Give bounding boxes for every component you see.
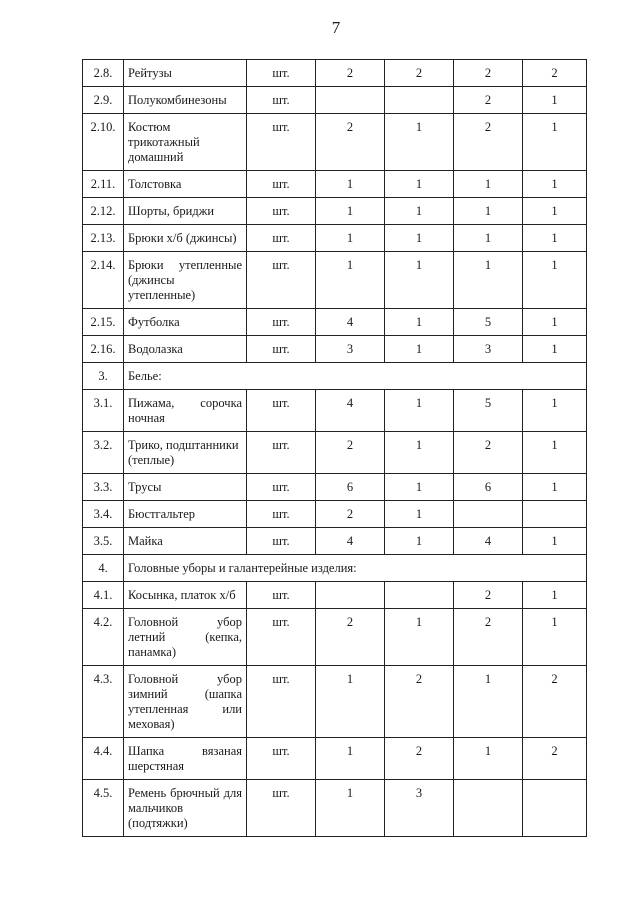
section-row	[83, 363, 587, 390]
item-unit: шт.	[247, 336, 316, 363]
item-value: 1	[454, 198, 523, 225]
item-value: 1	[385, 528, 454, 555]
item-value: 1	[523, 252, 587, 309]
item-value: 4	[316, 528, 385, 555]
table-row	[83, 309, 587, 336]
item-value: 1	[523, 336, 587, 363]
item-value	[454, 780, 523, 837]
item-name: Шапка вязаная шерстяная	[124, 738, 247, 780]
item-value: 2	[316, 432, 385, 474]
item-unit: шт.	[247, 474, 316, 501]
item-value	[316, 87, 385, 114]
item-number: 2.12.	[83, 198, 124, 225]
table-row	[83, 666, 587, 738]
item-value: 1	[385, 198, 454, 225]
table-row	[83, 198, 587, 225]
item-unit: шт.	[247, 198, 316, 225]
table-row	[83, 171, 587, 198]
item-number: 4.5.	[83, 780, 124, 837]
item-number: 2.11.	[83, 171, 124, 198]
item-name: Трусы	[124, 474, 247, 501]
item-unit: шт.	[247, 528, 316, 555]
item-name: Майка	[124, 528, 247, 555]
item-value: 6	[316, 474, 385, 501]
item-value: 1	[385, 474, 454, 501]
item-value: 2	[316, 114, 385, 171]
table-row	[83, 87, 587, 114]
item-name: Шорты, бриджи	[124, 198, 247, 225]
table-row	[83, 528, 587, 555]
item-value: 1	[385, 171, 454, 198]
section-row	[83, 555, 587, 582]
table-row	[83, 390, 587, 432]
item-value: 1	[523, 390, 587, 432]
item-value: 3	[316, 336, 385, 363]
item-value: 1	[385, 114, 454, 171]
table-row	[83, 582, 587, 609]
item-value: 1	[523, 225, 587, 252]
item-name: Толстовка	[124, 171, 247, 198]
item-name: Бюстгальтер	[124, 501, 247, 528]
item-value: 1	[385, 501, 454, 528]
section-title: Головные уборы и галантерейные изделия:	[124, 555, 587, 582]
item-value	[385, 87, 454, 114]
item-value: 1	[316, 738, 385, 780]
item-value: 5	[454, 390, 523, 432]
item-unit: шт.	[247, 609, 316, 666]
item-name: Рейтузы	[124, 60, 247, 87]
item-unit: шт.	[247, 432, 316, 474]
item-value: 1	[523, 609, 587, 666]
item-unit: шт.	[247, 171, 316, 198]
item-name: Брюки утепленные (джинсы утепленные)	[124, 252, 247, 309]
item-value: 1	[454, 666, 523, 738]
item-value	[523, 780, 587, 837]
item-value: 1	[454, 225, 523, 252]
table-row	[83, 114, 587, 171]
item-value: 4	[316, 390, 385, 432]
item-value: 6	[454, 474, 523, 501]
item-number: 3.2.	[83, 432, 124, 474]
item-value: 2	[385, 738, 454, 780]
item-unit: шт.	[247, 738, 316, 780]
item-unit: шт.	[247, 87, 316, 114]
item-value	[385, 582, 454, 609]
item-value: 2	[454, 609, 523, 666]
items-table-body	[83, 60, 587, 837]
table-row	[83, 432, 587, 474]
item-value: 1	[523, 87, 587, 114]
item-value: 1	[385, 390, 454, 432]
item-value: 1	[454, 738, 523, 780]
item-number: 4.3.	[83, 666, 124, 738]
item-value: 1	[385, 225, 454, 252]
item-value: 2	[523, 738, 587, 780]
item-value: 1	[454, 171, 523, 198]
item-unit: шт.	[247, 666, 316, 738]
item-value: 1	[316, 780, 385, 837]
item-value: 3	[385, 780, 454, 837]
item-number: 3.1.	[83, 390, 124, 432]
item-value: 2	[385, 60, 454, 87]
item-value: 2	[523, 60, 587, 87]
item-value: 1	[523, 114, 587, 171]
item-value: 1	[385, 609, 454, 666]
item-value: 2	[316, 501, 385, 528]
item-name: Водолазка	[124, 336, 247, 363]
item-value: 2	[454, 60, 523, 87]
item-number: 2.8.	[83, 60, 124, 87]
item-number: 2.14.	[83, 252, 124, 309]
table-row	[83, 252, 587, 309]
item-number: 2.10.	[83, 114, 124, 171]
item-value: 2	[385, 666, 454, 738]
item-unit: шт.	[247, 60, 316, 87]
section-title: Белье:	[124, 363, 587, 390]
item-value: 1	[454, 252, 523, 309]
item-value: 1	[316, 666, 385, 738]
item-value: 1	[523, 198, 587, 225]
item-value	[316, 582, 385, 609]
table-row	[83, 60, 587, 87]
item-value: 1	[523, 528, 587, 555]
page-number: 7	[331, 18, 341, 37]
item-number: 3.4.	[83, 501, 124, 528]
item-value: 2	[316, 609, 385, 666]
item-number: 2.13.	[83, 225, 124, 252]
section-number: 3.	[83, 363, 124, 390]
item-value: 1	[316, 225, 385, 252]
item-name: Полукомбинезоны	[124, 87, 247, 114]
item-value: 2	[454, 582, 523, 609]
table-row	[83, 609, 587, 666]
item-unit: шт.	[247, 501, 316, 528]
table-row	[83, 336, 587, 363]
table-row	[83, 501, 587, 528]
item-value: 2	[454, 114, 523, 171]
item-value: 5	[454, 309, 523, 336]
item-value: 1	[385, 309, 454, 336]
item-value: 4	[454, 528, 523, 555]
items-table	[82, 59, 587, 837]
item-number: 3.5.	[83, 528, 124, 555]
item-number: 4.4.	[83, 738, 124, 780]
item-unit: шт.	[247, 252, 316, 309]
item-value: 1	[316, 171, 385, 198]
item-unit: шт.	[247, 582, 316, 609]
item-number: 2.9.	[83, 87, 124, 114]
table-row	[83, 225, 587, 252]
item-value: 2	[454, 432, 523, 474]
item-value: 4	[316, 309, 385, 336]
item-name: Косынка, платок х/б	[124, 582, 247, 609]
item-number: 2.16.	[83, 336, 124, 363]
item-number: 4.2.	[83, 609, 124, 666]
item-unit: шт.	[247, 114, 316, 171]
item-value: 1	[523, 432, 587, 474]
item-value: 1	[523, 171, 587, 198]
table-row	[83, 474, 587, 501]
item-name: Брюки х/б (джинсы)	[124, 225, 247, 252]
item-number: 2.15.	[83, 309, 124, 336]
table-row	[83, 780, 587, 837]
item-name: Костюм трикотажный домашний	[124, 114, 247, 171]
item-name: Ремень брючный для мальчиков (подтяжки)	[124, 780, 247, 837]
item-number: 3.3.	[83, 474, 124, 501]
item-unit: шт.	[247, 309, 316, 336]
item-name: Трико, подштанники (теплые)	[124, 432, 247, 474]
item-unit: шт.	[247, 225, 316, 252]
section-number: 4.	[83, 555, 124, 582]
item-name: Головной убор летний (кепка, панамка)	[124, 609, 247, 666]
item-value: 1	[316, 198, 385, 225]
item-value: 3	[454, 336, 523, 363]
item-unit: шт.	[247, 780, 316, 837]
item-value: 1	[523, 474, 587, 501]
item-value: 1	[385, 336, 454, 363]
item-value: 1	[385, 432, 454, 474]
item-value: 1	[523, 309, 587, 336]
item-value	[454, 501, 523, 528]
item-value: 1	[523, 582, 587, 609]
item-value	[523, 501, 587, 528]
item-value: 2	[454, 87, 523, 114]
item-number: 4.1.	[83, 582, 124, 609]
item-value: 2	[523, 666, 587, 738]
item-value: 1	[385, 252, 454, 309]
item-name: Пижама, сорочка ночная	[124, 390, 247, 432]
table-row	[83, 738, 587, 780]
item-name: Головной убор зимний (шапка утепленная или меховая)	[124, 666, 247, 738]
item-unit: шт.	[247, 390, 316, 432]
item-name: Футболка	[124, 309, 247, 336]
item-value: 2	[316, 60, 385, 87]
item-value: 1	[316, 252, 385, 309]
